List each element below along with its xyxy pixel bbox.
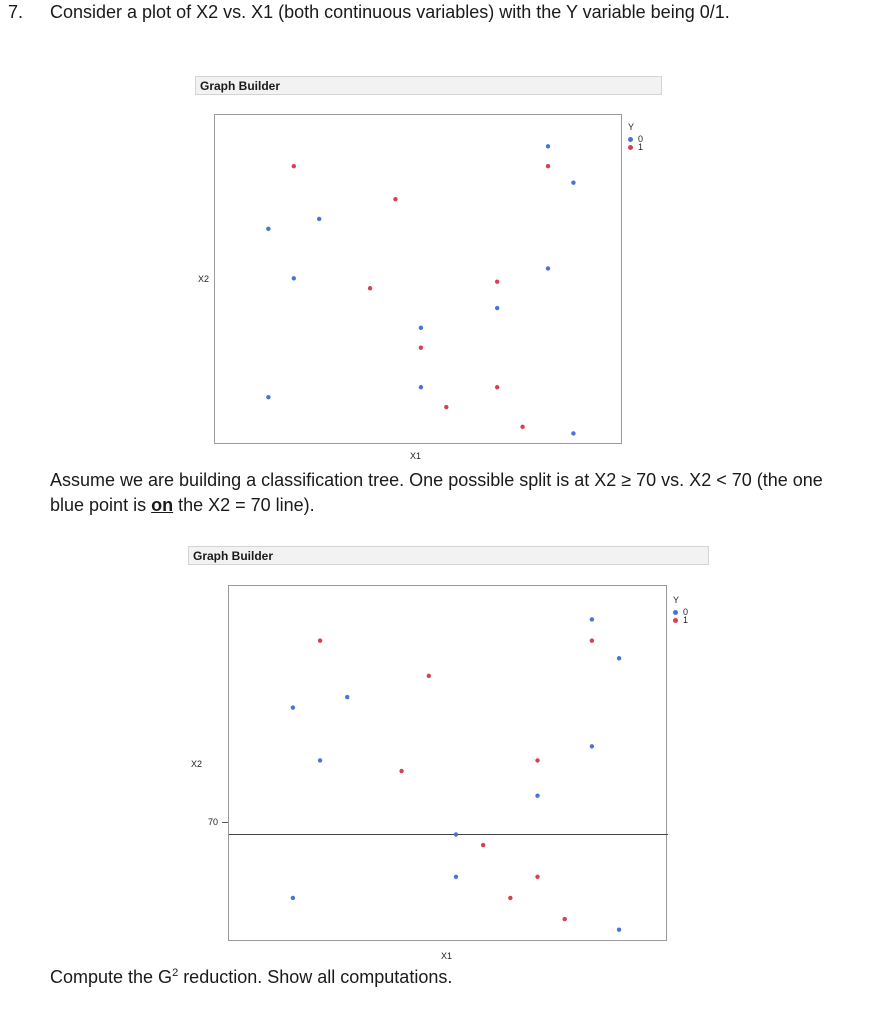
graph-builder-header-1: Graph Builder bbox=[195, 76, 662, 95]
data-point-3 bbox=[317, 217, 321, 221]
class-0-dot-icon bbox=[673, 610, 678, 615]
data-point-5 bbox=[393, 197, 397, 201]
data-point-14 bbox=[535, 875, 539, 879]
data-point-20 bbox=[571, 431, 575, 435]
data-point-19 bbox=[546, 266, 550, 270]
split-description bbox=[50, 468, 860, 518]
data-point-8 bbox=[419, 345, 423, 349]
data-point-17 bbox=[590, 638, 594, 642]
data-point-12 bbox=[535, 758, 539, 762]
y-axis-label-1: X2 bbox=[198, 274, 210, 284]
scatter-plot-2 bbox=[229, 586, 668, 942]
x-axis-label-2: X1 bbox=[441, 951, 453, 961]
data-point-6 bbox=[399, 769, 403, 773]
data-point-8 bbox=[454, 875, 458, 879]
graph-builder-header-2: Graph Builder bbox=[188, 546, 709, 565]
data-point-2 bbox=[291, 705, 295, 709]
data-point-10 bbox=[508, 896, 512, 900]
data-point-17 bbox=[546, 164, 550, 168]
data-point-11 bbox=[291, 896, 295, 900]
data-point-20 bbox=[617, 927, 621, 931]
data-point-18 bbox=[571, 180, 575, 184]
data-point-13 bbox=[495, 306, 499, 310]
data-point-11 bbox=[266, 395, 270, 399]
legend-entry-label: 1 bbox=[683, 615, 689, 625]
data-point-16 bbox=[546, 144, 550, 148]
data-point-14 bbox=[495, 385, 499, 389]
legend-entry-label: 0 bbox=[683, 607, 689, 617]
split-description-emphasis: on bbox=[151, 495, 174, 515]
legend-1 bbox=[628, 121, 643, 153]
data-point-6 bbox=[368, 286, 372, 290]
plot-frame-1 bbox=[214, 114, 622, 444]
legend-entry-label: 0 bbox=[638, 134, 644, 144]
data-point-15 bbox=[563, 917, 567, 921]
data-point-15 bbox=[520, 425, 524, 429]
data-point-13 bbox=[535, 794, 539, 798]
split-description-part1: Assume we are building a classification tree. One possible split is at X2 ≥ 70 vs. X2 < 70 (the one blue point is bbox=[50, 470, 823, 515]
legend-entry-label: 1 bbox=[638, 142, 644, 152]
final-instruction bbox=[50, 967, 452, 988]
class-0-dot-icon bbox=[628, 137, 633, 142]
data-point-16 bbox=[590, 617, 594, 621]
plot-frame-2 bbox=[228, 585, 667, 941]
data-point-18 bbox=[617, 656, 621, 660]
legend-title-1: Y bbox=[628, 122, 635, 132]
data-point-5 bbox=[427, 674, 431, 678]
data-point-3 bbox=[345, 695, 349, 699]
data-point-2 bbox=[266, 227, 270, 231]
data-point-7 bbox=[419, 326, 423, 330]
legend-2 bbox=[673, 594, 688, 626]
data-point-9 bbox=[419, 385, 423, 389]
legend-entry-1 bbox=[673, 614, 688, 626]
split-tick-label: 70 bbox=[208, 817, 219, 827]
data-point-10 bbox=[444, 405, 448, 409]
final-instruction-prefix: Compute the G bbox=[50, 967, 173, 987]
final-instruction-superscript: 2 bbox=[172, 967, 179, 979]
class-1-dot-icon bbox=[628, 145, 633, 150]
question-number: 7. bbox=[8, 2, 24, 22]
y-axis-label-2: X2 bbox=[191, 759, 203, 769]
x-axis-label-1: X1 bbox=[410, 451, 422, 461]
data-point-9 bbox=[481, 843, 485, 847]
class-1-dot-icon bbox=[673, 618, 678, 623]
data-point-19 bbox=[590, 744, 594, 748]
data-point-1 bbox=[318, 638, 322, 642]
data-point-4 bbox=[318, 758, 322, 762]
split-description-part2: the X2 = 70 line). bbox=[173, 495, 315, 515]
scatter-plot-1 bbox=[215, 115, 623, 445]
data-point-12 bbox=[495, 279, 499, 283]
data-point-7 bbox=[454, 832, 458, 836]
question-text: Consider a plot of X2 vs. X1 (both continuous variables) with the Y variable being 0/1. bbox=[50, 2, 730, 22]
final-instruction-suffix: reduction. Show all computations. bbox=[178, 967, 453, 987]
legend-title-2: Y bbox=[673, 595, 680, 605]
data-point-4 bbox=[292, 276, 296, 280]
legend-entry-1 bbox=[628, 141, 643, 153]
data-point-1 bbox=[292, 164, 296, 168]
